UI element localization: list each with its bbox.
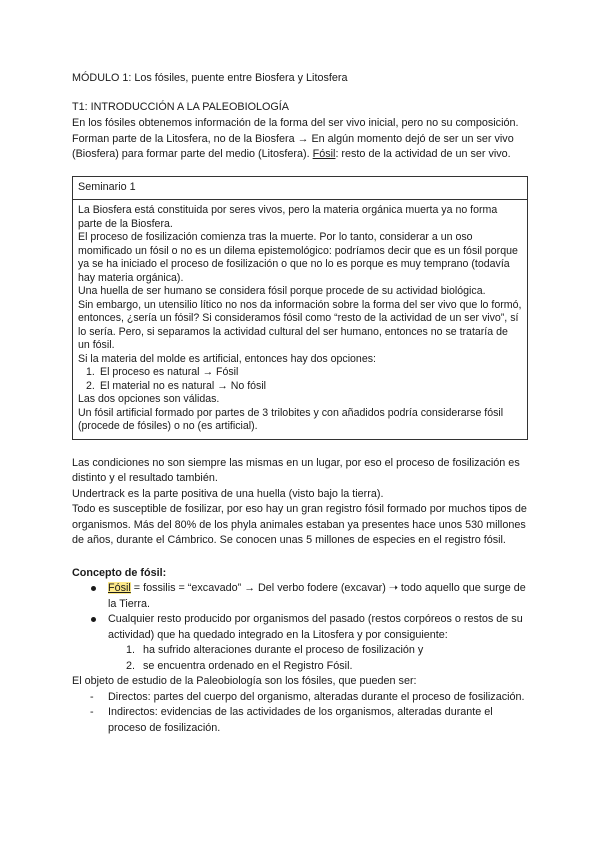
body-paragraph: Las condiciones no son siempre las mismas en un lugar, por eso el proceso de fosilización es distinto y el resultado también. bbox=[72, 456, 520, 484]
seminario-paragraph: Sin embargo, un utensilio lítico no nos da información sobre la forma del ser vivo que lo formó, entonces, ¿sería un fósil? Si consideramos fósil como “resto de la actividad de un ser vivo”, sí lo sería. Pero, si separamos la actividad cultural del ser humano, entonces no se trataría de un fósil. bbox=[78, 298, 522, 351]
list-number: 1. bbox=[86, 366, 95, 378]
list-item bbox=[78, 366, 522, 380]
seminario-paragraph: Una huella de ser humano se considera fósil porque procede de su actividad biológica. bbox=[78, 285, 486, 297]
list-item-text: El material no es natural → No fósil bbox=[100, 379, 267, 392]
seminario-paragraph: Las dos opciones son válidas. bbox=[78, 393, 220, 405]
body-paragraph: Undertrack es la parte positiva de una huella (visto bajo la tierra). bbox=[72, 487, 384, 500]
list-item-text: se encuentra ordenado en el Registro Fósil. bbox=[143, 659, 353, 672]
list-item bbox=[72, 659, 528, 675]
list-item-text: Indirectos: evidencias de las actividades de los organismos, alteradas durante el proceso de fosilización. bbox=[108, 706, 493, 734]
list-item bbox=[72, 643, 528, 659]
seminario-title: Seminario 1 bbox=[73, 177, 527, 201]
bullet-icon bbox=[91, 586, 96, 591]
fosil-term-highlighted: Fósil bbox=[108, 582, 131, 594]
seminario-box bbox=[72, 176, 528, 440]
intro-paragraph bbox=[72, 116, 528, 163]
objeto-paragraph: El objeto de estudio de la Paleobiología son los fósiles, que pueden ser: bbox=[72, 675, 417, 687]
options-list bbox=[78, 366, 522, 393]
intro-text: En los fósiles obtenemos información de la forma del ser vivo inicial, pero no su composición. Forman parte de la Litosfera, no de la Biosfera → En algún momento dejó de ser un ser vivo (Biosfera) para formar parte del medio (Litosfera). bbox=[72, 117, 519, 160]
list-item-text: Cualquier resto producido por organismos del pasado (restos corpóreos o restos de su actividad) que ha quedado integrado en la Litosfera y por consiguiente: bbox=[108, 613, 523, 641]
seminario-paragraph: La Biosfera está constituida por seres vivos, pero la materia orgánica muerta ya no forma parte de la Biosfera. bbox=[78, 204, 498, 230]
list-item-text: = fossilis = “excavado” → Del verbo fodere (excavar) ➝ todo aquello que surge de la Tierra. bbox=[108, 582, 526, 610]
list-item bbox=[78, 380, 522, 394]
fosil-term-underlined: Fósil bbox=[312, 148, 336, 160]
list-item bbox=[72, 705, 528, 736]
seminario-paragraph: Si la materia del molde es artificial, entonces hay dos opciones: bbox=[78, 352, 376, 365]
seminario-paragraph: El proceso de fosilización comienza tras la muerte. Por lo tanto, considerar a un oso momificado un fósil o no es un dilema epistemológico: podríamos decir que es un fósil porque ya se ha iniciado el proceso de fosilización o que no lo es porque es muy temprano (todavía hay materia orgánica). bbox=[78, 231, 518, 284]
concepto-bullet-list bbox=[72, 581, 528, 643]
dash-marker: - bbox=[90, 690, 94, 703]
module-title: MÓDULO 1: Los fósiles, puente entre Biosfera y Litosfera bbox=[72, 72, 348, 84]
section-title-t1: T1: INTRODUCCIÓN A LA PALEOBIOLOGÍA bbox=[72, 100, 289, 113]
list-number: 2. bbox=[126, 659, 136, 672]
bullet-icon bbox=[91, 617, 96, 622]
concepto-title: Concepto de fósil: bbox=[72, 566, 167, 579]
fosil-types-list bbox=[72, 690, 528, 737]
list-item bbox=[72, 612, 528, 643]
document-page bbox=[72, 71, 528, 736]
list-number: 1. bbox=[126, 644, 136, 656]
list-item bbox=[72, 581, 528, 612]
seminario-body bbox=[73, 200, 527, 439]
alteraciones-list bbox=[72, 643, 528, 674]
list-item bbox=[72, 690, 528, 706]
intro-text-end: : resto de la actividad de un ser vivo. bbox=[335, 148, 511, 160]
list-item-text: ha sufrido alteraciones durante el proceso de fosilización y bbox=[143, 644, 424, 656]
list-item-text: El proceso es natural → Fósil bbox=[100, 366, 239, 378]
dash-marker: - bbox=[90, 706, 94, 718]
seminario-paragraph: Un fósil artificial formado por partes de 3 trilobites y con añadidos podría considerarse fósil (procede de fósiles) o no (es artificial). bbox=[78, 406, 504, 432]
list-item-text: Directos: partes del cuerpo del organismo, alteradas durante el proceso de fosilización. bbox=[108, 690, 525, 703]
body-paragraph: Todo es susceptible de fosilizar, por eso hay un gran registro fósil formado por muchos tipos de organismos. Más del 80% de los phyla animales estaban ya presentes hace unos 530 millones de años, durante el Cámbrico. Se conocen unas 5 millones de especies en el registro fósil. bbox=[72, 503, 527, 546]
list-number: 2. bbox=[86, 379, 95, 392]
